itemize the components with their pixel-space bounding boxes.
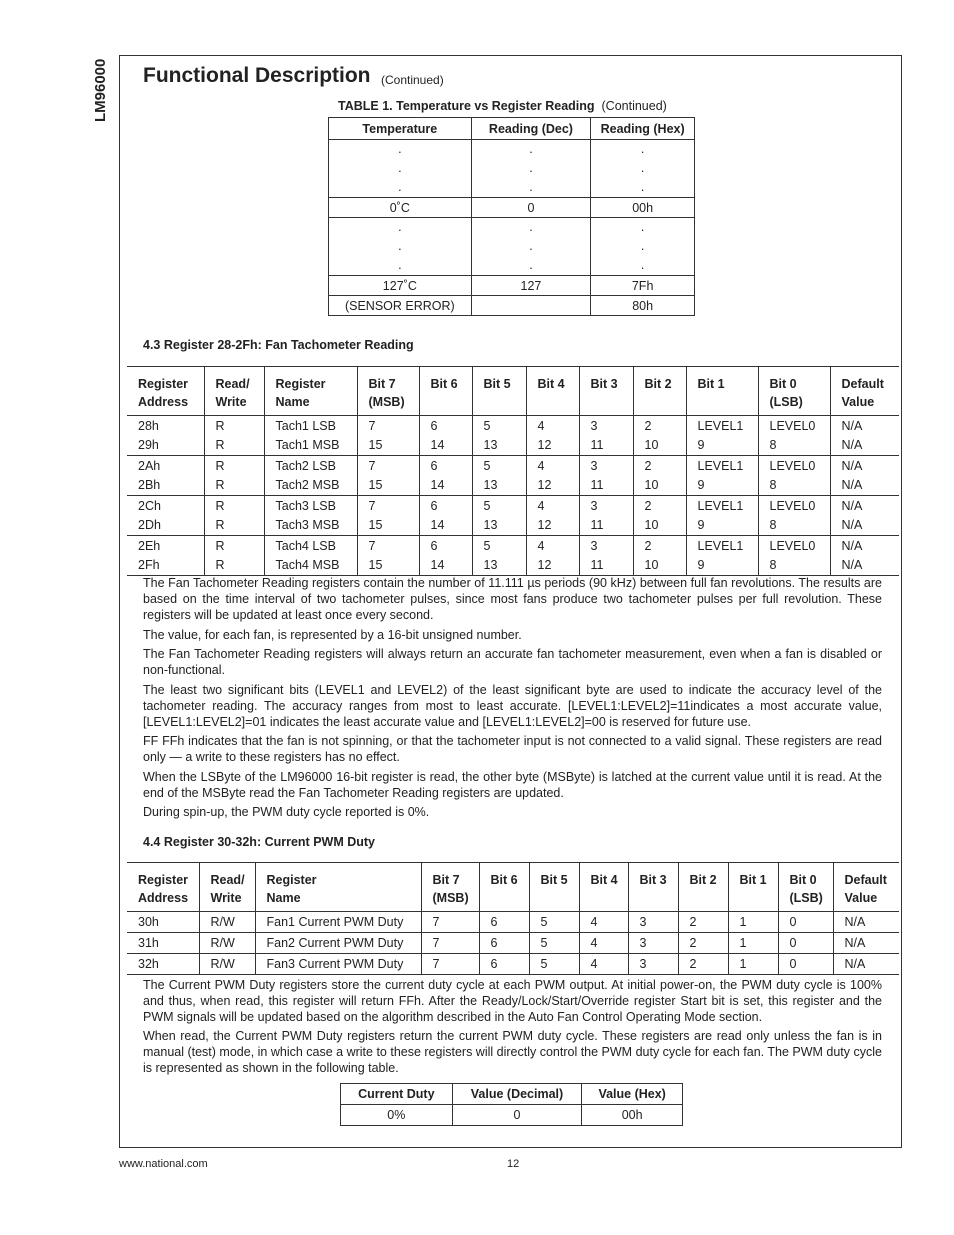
table-cell: 11 [579,436,633,456]
table-cell: 13 [472,476,526,496]
table-cell: Tach4 MSB [264,556,357,576]
table-cell: 0 [778,954,833,975]
table-cell: 2Dh [138,518,161,532]
table-cell: 32h [138,957,159,971]
column-header: Bit 7 (MSB) [421,863,479,912]
column-header: Bit 7 (MSB) [357,367,419,416]
column-header: Bit 6 [419,367,472,416]
table-cell: R [204,556,264,576]
table-cell: 11 [579,476,633,496]
column-header: Register Name [255,863,421,912]
column-header: Register Address [138,377,189,409]
table-cell: R [204,456,264,477]
column-header: Bit 6 [479,863,529,912]
table-cell: 3 [579,536,633,557]
table-cell: 9 [686,436,758,456]
page-title: Functional Description [143,64,371,87]
temperature-table [328,117,695,316]
table-cell: 3 [628,954,678,975]
table-cell: 2 [633,456,686,477]
column-header: Bit 2 [633,367,686,416]
table-cell: 2Ah [138,459,161,473]
table-cell: 4 [579,954,628,975]
table-cell: 11 [579,556,633,576]
table-cell: 15 [357,436,419,456]
table-header-row [341,1084,683,1105]
table-cell: LEVEL1 [686,456,758,477]
body-paragraph: When the LSByte of the LM96000 16-bit register is read, the other byte (MSByte) is latched at the current value until it is read. At the end of the MSByte read the Fan Tachometer Reading registers are updated. [143,770,882,800]
pwm-duty-register-table [127,862,899,975]
table-row [127,456,899,477]
table-cell: Fan1 Current PWM Duty [255,912,421,933]
column-header: Bit 1 [728,863,778,912]
table-row [127,516,899,536]
table-cell: 7 [421,933,479,954]
table-cell: 14 [419,556,472,576]
body-paragraph: The Current PWM Duty registers store the current duty cycle at each PWM output. At initial power-on, the PWM duty cycle is 100% and thus, when read, this register will return FFh. After the Ready/Lock/Start/Override register Start bit is set, this register and the PWM signals will be updated based on the algorithm described in the Auto Fan Control Operating Mode section. [143,978,882,1024]
table-cell: 6 [479,954,529,975]
table-row: 127˚C 127 7Fh [329,276,695,296]
table-cell: Tach3 LSB [264,496,357,517]
table-cell: R [204,476,264,496]
table-row [127,496,899,517]
column-header: Value (Decimal) [452,1084,582,1105]
pwm-duty-value-table [340,1083,683,1126]
column-header: Read/ Write [199,863,255,912]
body-paragraph: When read, the Current PWM Duty registers return the current PWM duty cycle. These registers are read only unless the fan is in manual (test) mode, in which case a write to these registers will directly control the PWM duty cycle for each fan. The PWM duty cycle is represented as shown in the following table. [143,1029,882,1075]
table-cell: 6 [419,416,472,437]
table-cell: 8 [758,556,830,576]
column-header: Default Value [833,863,899,912]
table-cell: 6 [419,456,472,477]
table-cell: 2 [633,536,686,557]
column-header: Value (Hex) [582,1084,683,1105]
table-cell: 2 [633,416,686,437]
table-cell: 9 [686,556,758,576]
table-cell: 14 [419,476,472,496]
table-cell: LEVEL0 [758,416,830,437]
column-header: Bit 2 [678,863,728,912]
table-cell: Tach2 MSB [264,476,357,496]
table-cell: 2Ch [138,499,161,513]
table-cell: 7 [357,536,419,557]
column-header: Bit 3 [628,863,678,912]
body-paragraph: The Fan Tachometer Reading registers contain the number of 11.111 µs periods (90 kHz) between full fan revolutions. The results are based on the time interval of two tachometer pulses, since most fans produce two tachometer pulses per full revolution. These registers will be updated at least once every second. [143,576,882,622]
table1-caption: TABLE 1. Temperature vs Register Reading (Continued) [338,99,667,113]
table-cell: 4 [579,933,628,954]
table-cell: Tach1 MSB [264,436,357,456]
table-header-row [127,367,899,416]
table-cell: 10 [633,436,686,456]
table-cell: 8 [758,516,830,536]
table-cell: 7 [421,954,479,975]
table-cell: 28h [138,419,159,433]
table-cell: 3 [579,496,633,517]
table-cell: N/A [833,933,899,954]
table-cell: Tach4 LSB [264,536,357,557]
table-cell: 4 [579,912,628,933]
column-header: Default Value [830,367,899,416]
table-cell: N/A [830,536,899,557]
table-cell: 5 [472,416,526,437]
table-cell: 7 [421,912,479,933]
table-row: 0˚C 0 00h [329,198,695,218]
table-cell: 5 [529,912,579,933]
page-number: 12 [507,1158,520,1170]
table-row [127,436,899,456]
table-cell: 4 [526,496,579,517]
table-cell: 2 [678,933,728,954]
table-cell: 14 [419,516,472,536]
table-cell: R [204,416,264,437]
table-cell: 14 [419,436,472,456]
table-cell: Fan3 Current PWM Duty [255,954,421,975]
table-row [127,954,899,975]
table-cell: Fan2 Current PWM Duty [255,933,421,954]
table-cell: LEVEL1 [686,536,758,557]
footer-url: www.national.com [119,1158,208,1170]
table-cell: N/A [833,912,899,933]
table-cell: 8 [758,436,830,456]
table-cell: 8 [758,476,830,496]
part-number-label: LM96000 [92,58,109,122]
table-cell: N/A [830,516,899,536]
table-cell: 6 [419,496,472,517]
table-cell: 1 [728,954,778,975]
table-cell: 5 [529,954,579,975]
table-cell: 30h [138,915,159,929]
table-row [127,556,899,576]
table-cell: 4 [526,416,579,437]
table-cell: R [204,496,264,517]
table-header-row [329,118,695,140]
column-header: Bit 3 [579,367,633,416]
column-header: Read/ Write [204,367,264,416]
column-header: Bit 0 (LSB) [758,367,830,416]
column-header: Register Address [138,873,189,905]
fan-tach-register-table [127,366,899,576]
table-cell: N/A [833,954,899,975]
table-cell: 3 [628,933,678,954]
table-header-row [127,863,899,912]
table-cell: 4 [526,456,579,477]
table-row: (SENSOR ERROR) 80h [329,296,695,316]
table-cell: 6 [479,933,529,954]
table-cell: 5 [472,496,526,517]
column-header: Current Duty [341,1084,453,1105]
column-header: Bit 0 (LSB) [778,863,833,912]
table-cell: R/W [199,933,255,954]
table-cell: N/A [830,436,899,456]
table-cell: 15 [357,556,419,576]
table-row [127,933,899,954]
ellipsis-row: . . . . . . . . . [329,140,695,198]
table-cell: 15 [357,516,419,536]
table-cell: R/W [199,954,255,975]
table-cell: R [204,516,264,536]
table-cell: 7 [357,416,419,437]
table-cell: N/A [830,556,899,576]
table-row [127,476,899,496]
column-header: Register Name [264,367,357,416]
table-cell: 9 [686,516,758,536]
table-row: 0% 0 00h [341,1105,683,1126]
table-cell: 2 [678,954,728,975]
table-cell: 1 [728,912,778,933]
table-cell: 31h [138,936,159,950]
body-paragraph: The least two significant bits (LEVEL1 and LEVEL2) of the least significant byte are used to indicate the accuracy level of the tachometer reading. The accuracy ranges from most to least accurate. [LEVEL1:LEVEL2]=11indicates a most accurate value, [LEVEL1:LEVEL2]=01 indicates the least accurate value and [LEVEL1:LEVEL2]=00 is reserved for future use. [143,683,882,729]
column-header: Temperature [329,118,472,140]
table-cell: R/W [199,912,255,933]
table-cell: LEVEL1 [686,496,758,517]
table-cell: N/A [830,416,899,437]
table-cell: 12 [526,516,579,536]
table-cell: 3 [579,416,633,437]
table-cell: 6 [479,912,529,933]
table-cell: 7 [357,456,419,477]
table-cell: 12 [526,436,579,456]
table-cell: N/A [830,476,899,496]
table-cell: LEVEL0 [758,496,830,517]
table-cell: 5 [529,933,579,954]
table-cell: N/A [830,496,899,517]
table-cell: LEVEL0 [758,456,830,477]
table-cell: 13 [472,516,526,536]
table-cell: Tach3 MSB [264,516,357,536]
table-cell: 12 [526,476,579,496]
column-header: Bit 4 [526,367,579,416]
table-cell: 2 [678,912,728,933]
table-cell: 10 [633,476,686,496]
column-header: Reading (Hex) [591,118,695,140]
table-cell: 2Fh [138,558,160,572]
column-header: Bit 5 [472,367,526,416]
table-cell: R [204,436,264,456]
table-cell: Tach1 LSB [264,416,357,437]
table-cell: LEVEL1 [686,416,758,437]
table-cell: 9 [686,476,758,496]
table-cell: 7 [357,496,419,517]
table-cell: 2 [633,496,686,517]
table-cell: N/A [830,456,899,477]
table-cell: 0 [778,912,833,933]
table-cell: 15 [357,476,419,496]
column-header: Bit 5 [529,863,579,912]
table-cell: R [204,536,264,557]
table-cell: LEVEL0 [758,536,830,557]
table-cell: Tach2 LSB [264,456,357,477]
column-header: Bit 4 [579,863,628,912]
ellipsis-row: . . . . . . . . . [329,218,695,276]
body-paragraph: The value, for each fan, is represented by a 16-bit unsigned number. [143,628,522,642]
body-paragraph: FF FFh indicates that the fan is not spinning, or that the tachometer input is not connected to a valid signal. These registers are read only — a write to these registers has no effect. [143,734,882,764]
table-cell: 6 [419,536,472,557]
table-cell: 13 [472,556,526,576]
table-row [127,416,899,437]
title-continued: (Continued) [381,73,444,87]
table-cell: 12 [526,556,579,576]
table-cell: 29h [138,438,159,452]
table-cell: 2Eh [138,539,161,553]
table-cell: 10 [633,516,686,536]
table-cell: 13 [472,436,526,456]
table-cell: 1 [728,933,778,954]
column-header: Reading (Dec) [471,118,591,140]
table-cell: 3 [579,456,633,477]
table-cell: 2Bh [138,478,161,492]
table-cell: 0 [778,933,833,954]
table-row [127,912,899,933]
section-heading: 4.3 Register 28-2Fh: Fan Tachometer Reading [143,338,414,352]
body-paragraph: During spin-up, the PWM duty cycle reported is 0%. [143,805,430,819]
table-cell: 11 [579,516,633,536]
table-cell: 5 [472,536,526,557]
table-cell: 5 [472,456,526,477]
table-cell: 4 [526,536,579,557]
section-heading: 4.4 Register 30-32h: Current PWM Duty [143,835,375,849]
body-paragraph: The Fan Tachometer Reading registers will always return an accurate fan tachometer measurement, even when a fan is disabled or non-functional. [143,647,882,677]
table-row [127,536,899,557]
column-header: Bit 1 [686,367,758,416]
table-cell: 3 [628,912,678,933]
table-cell: 10 [633,556,686,576]
